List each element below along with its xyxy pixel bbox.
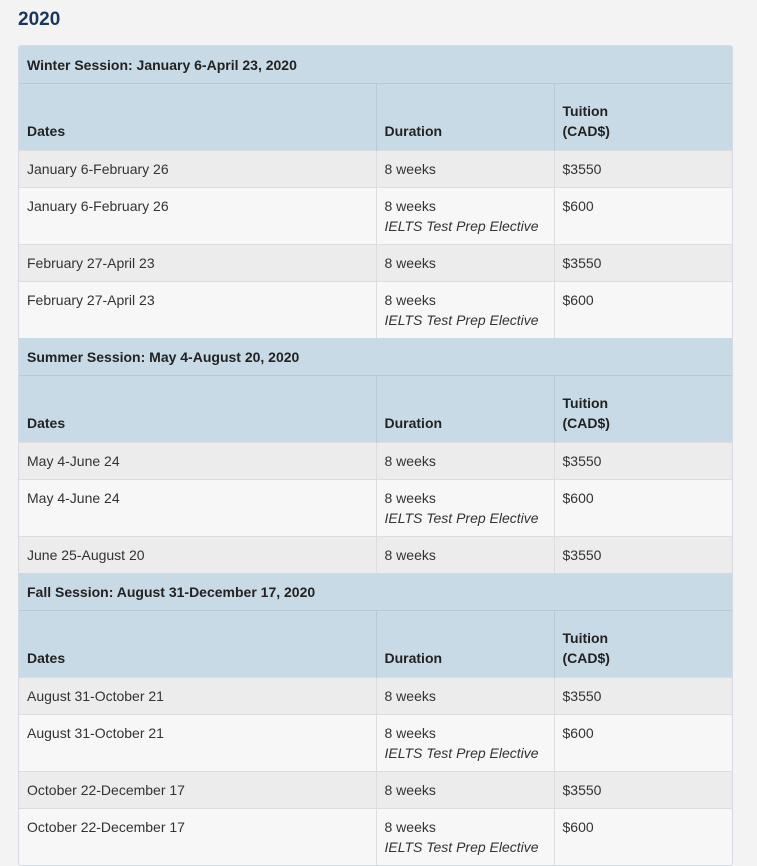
tuition-header-currency: (CAD$): [562, 415, 610, 431]
tuition-header-line: Tuition: [562, 103, 609, 119]
duration-cell: [376, 809, 554, 866]
duration-value: 8 weeks: [384, 688, 436, 704]
duration-value: 8 weeks: [384, 198, 436, 214]
tuition-cell: $3550: [554, 443, 732, 480]
elective-label: IELTS Test Prep Elective: [384, 839, 539, 855]
dates-cell: February 27-April 23: [19, 282, 376, 339]
column-header-row: [19, 611, 732, 678]
duration-cell: [376, 537, 554, 574]
tuition-cell: $600: [554, 480, 732, 537]
tuition-cell: $3550: [554, 245, 732, 282]
column-header-row: [19, 84, 732, 151]
duration-cell: [376, 715, 554, 772]
duration-cell: [376, 245, 554, 282]
tuition-cell: $3550: [554, 772, 732, 809]
schedule-table-container: [18, 45, 733, 866]
duration-column-header: Duration: [376, 611, 554, 678]
tuition-header-currency: (CAD$): [562, 123, 610, 139]
dates-cell: February 27-April 23: [19, 245, 376, 282]
tuition-cell: $3550: [554, 151, 732, 188]
duration-value: 8 weeks: [384, 547, 436, 563]
duration-cell: [376, 188, 554, 245]
dates-cell: May 4-June 24: [19, 443, 376, 480]
dates-column-header: Dates: [19, 611, 376, 678]
tuition-cell: $600: [554, 282, 732, 339]
table-row: [19, 443, 732, 480]
duration-value: 8 weeks: [384, 819, 436, 835]
session-header-row: [19, 338, 732, 376]
table-row: [19, 678, 732, 715]
table-row: [19, 245, 732, 282]
session-header-row: [19, 46, 732, 84]
table-row: [19, 715, 732, 772]
tuition-cell: $600: [554, 715, 732, 772]
tuition-cell: $600: [554, 188, 732, 245]
dates-cell: October 22-December 17: [19, 809, 376, 866]
duration-value: 8 weeks: [384, 292, 436, 308]
dates-cell: August 31-October 21: [19, 678, 376, 715]
schedule-table: [19, 46, 732, 865]
tuition-header-line: Tuition: [562, 395, 609, 411]
table-row: [19, 480, 732, 537]
tuition-cell: $3550: [554, 537, 732, 574]
table-row: [19, 151, 732, 188]
table-row: [19, 809, 732, 866]
tuition-column-header: [554, 376, 732, 443]
session-header-row: [19, 573, 732, 611]
duration-cell: [376, 282, 554, 339]
tuition-header-line: Tuition: [562, 630, 609, 646]
table-row: [19, 282, 732, 339]
duration-column-header: Duration: [376, 84, 554, 151]
column-header-row: [19, 376, 732, 443]
duration-value: 8 weeks: [384, 490, 436, 506]
duration-cell: [376, 772, 554, 809]
duration-value: 8 weeks: [384, 725, 436, 741]
duration-value: 8 weeks: [384, 161, 436, 177]
dates-cell: January 6-February 26: [19, 188, 376, 245]
duration-cell: [376, 151, 554, 188]
table-row: [19, 772, 732, 809]
tuition-cell: $3550: [554, 678, 732, 715]
table-row: [19, 537, 732, 574]
dates-cell: June 25-August 20: [19, 537, 376, 574]
page-title: 2020: [18, 9, 61, 30]
elective-label: IELTS Test Prep Elective: [384, 745, 539, 761]
duration-value: 8 weeks: [384, 453, 436, 469]
dates-cell: October 22-December 17: [19, 772, 376, 809]
dates-column-header: Dates: [19, 376, 376, 443]
tuition-cell: $600: [554, 809, 732, 866]
session-title: Summer Session: May 4-August 20, 2020: [19, 338, 732, 376]
duration-value: 8 weeks: [384, 782, 436, 798]
duration-cell: [376, 443, 554, 480]
dates-cell: May 4-June 24: [19, 480, 376, 537]
elective-label: IELTS Test Prep Elective: [384, 312, 539, 328]
duration-cell: [376, 678, 554, 715]
duration-column-header: Duration: [376, 376, 554, 443]
dates-column-header: Dates: [19, 84, 376, 151]
tuition-column-header: [554, 611, 732, 678]
tuition-column-header: [554, 84, 732, 151]
table-row: [19, 188, 732, 245]
session-title: Winter Session: January 6-April 23, 2020: [19, 46, 732, 84]
tuition-header-currency: (CAD$): [562, 650, 610, 666]
dates-cell: August 31-October 21: [19, 715, 376, 772]
session-title: Fall Session: August 31-December 17, 2020: [19, 573, 732, 611]
elective-label: IELTS Test Prep Elective: [384, 218, 539, 234]
dates-cell: January 6-February 26: [19, 151, 376, 188]
duration-value: 8 weeks: [384, 255, 436, 271]
elective-label: IELTS Test Prep Elective: [384, 510, 539, 526]
duration-cell: [376, 480, 554, 537]
